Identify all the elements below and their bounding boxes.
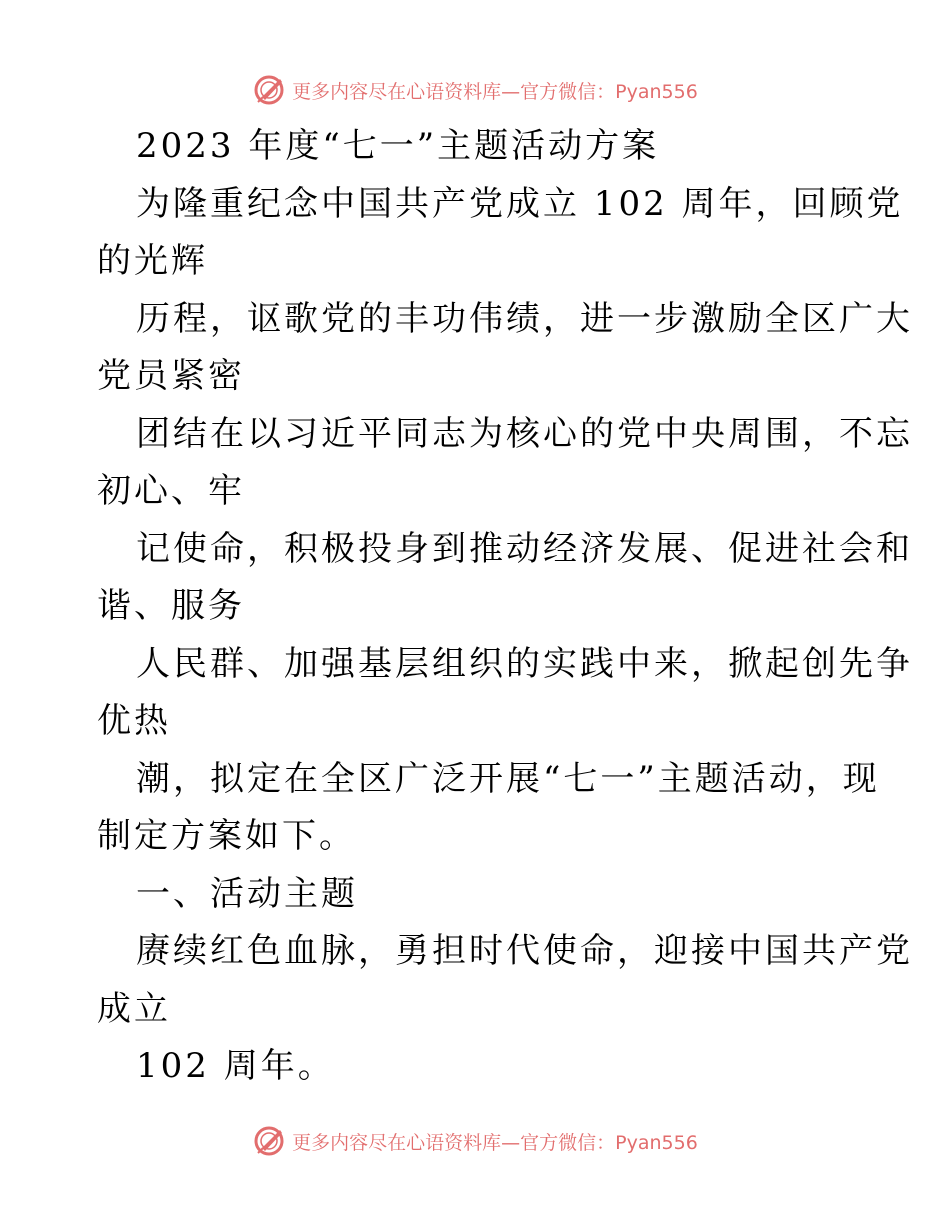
text-line: 优热 <box>97 701 171 741</box>
text-line: 人民群、加强基层组织的实践中来，掀起创先争 <box>136 643 913 684</box>
text-line: 谐、服务 <box>97 586 245 626</box>
footer-watermark <box>0 1121 950 1161</box>
watermark-text: 更多内容尽在心语资料库—官方微信：Pyan556 <box>292 1131 698 1154</box>
text-line: 为隆重纪念中国共产党成立 102 周年，回顾党 <box>136 183 904 224</box>
quill-pen-circle-icon <box>252 1124 286 1158</box>
watermark-text: 更多内容尽在心语资料库—官方微信：Pyan556 <box>292 80 698 103</box>
text-line: 初心、牢 <box>97 471 245 511</box>
text-line: 记使命，积极投身到推动经济发展、促进社会和 <box>136 528 913 569</box>
text-line: 成立 <box>97 988 171 1029</box>
text-line: 102 周年。 <box>136 1046 335 1086</box>
document-title: 2023 年度“七一”主题活动方案 <box>136 126 660 166</box>
quill-pen-circle-icon <box>252 73 286 107</box>
text-line: 一、活动主题 <box>136 873 358 914</box>
text-line: 赓续红色血脉，勇担时代使命，迎接中国共产党 <box>136 931 913 971</box>
header-watermark <box>0 70 950 110</box>
document-body <box>97 118 913 1096</box>
text-line: 历程，讴歌党的丰功伟绩，进一步激励全区广大 <box>136 298 913 339</box>
text-line: 党员紧密 <box>97 356 245 396</box>
text-line: 潮，拟定在全区广泛开展“七一”主题活动，现 <box>136 758 880 799</box>
text-line: 的光辉 <box>97 241 208 281</box>
text-line: 制定方案如下。 <box>97 816 356 856</box>
text-line: 团结在以习近平同志为核心的党中央周围，不忘 <box>136 413 913 454</box>
